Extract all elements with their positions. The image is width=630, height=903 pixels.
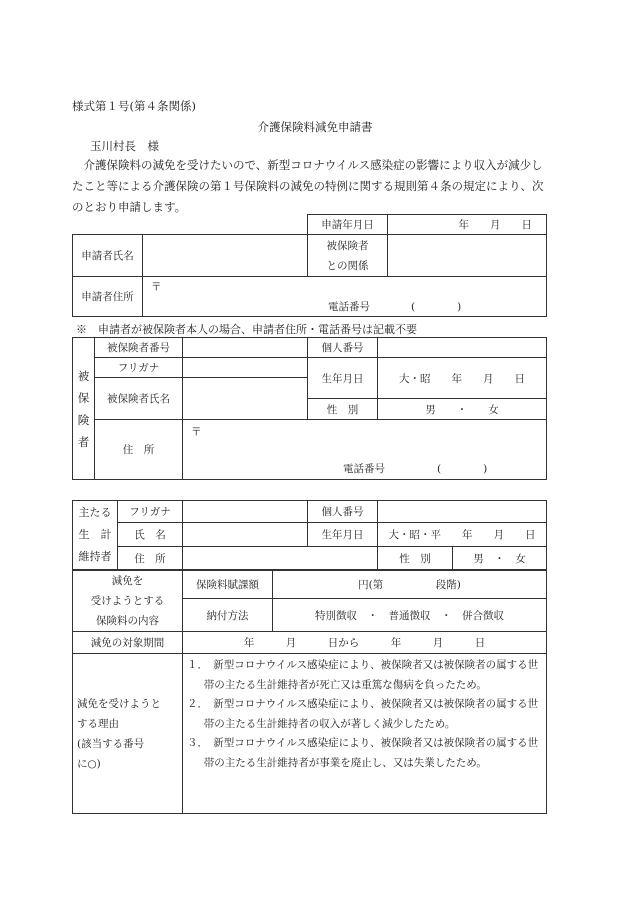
applicant-table — [72, 214, 547, 317]
supporter-birth-label: 生年月日 — [308, 523, 378, 547]
supporter-name-field[interactable] — [183, 523, 308, 547]
applicant-phone-label: 電話番号 — [328, 301, 370, 313]
period-field[interactable]: 年 月 日から 年 月 日 — [183, 632, 547, 654]
applicant-phone-field[interactable]: ( ) — [411, 301, 462, 313]
insured-individual-number-field[interactable] — [378, 338, 547, 358]
form-title: 介護保険料減免申請書 — [257, 120, 373, 134]
insured-phone-field[interactable]: ( ) — [437, 463, 488, 475]
reason-item[interactable]: １． 新型コロナウイルス感染症により、被保険者又は被保険者の属する世帯の主たる生計維持者が死亡又は重篤な傷病を負ったため。 — [187, 659, 539, 691]
insured-gender-label: 性 別 — [308, 399, 378, 420]
supporter-birth-field[interactable]: 大・昭・平 年 月 日 — [378, 523, 547, 547]
supporter-table — [72, 500, 547, 570]
insured-address-label: 住 所 — [95, 420, 183, 480]
supporter-individual-number-label: 個人番号 — [308, 501, 378, 523]
insured-name-field[interactable] — [183, 378, 308, 420]
insured-address-field[interactable] — [183, 420, 547, 480]
supporter-gender-label: 性 別 — [378, 547, 453, 570]
supporter-furigana-field[interactable] — [183, 501, 308, 523]
insured-individual-number-label: 個人番号 — [308, 338, 378, 358]
supporter-name-label: 氏 名 — [118, 523, 183, 547]
applicant-name-field[interactable] — [143, 235, 308, 277]
insured-furigana-field[interactable] — [183, 358, 308, 378]
addressee: 玉川村長 様 — [90, 139, 159, 153]
exemption-content-label: 減免を 受けようとする 保険料の内容 — [73, 571, 183, 632]
intro-text: 介護保険料の減免を受けたいので、新型コロナウイルス感染症の影響により収入が減少したこと等による介護保険の第１号保険料の減免の特例に関する規則第４条の規定により、次のとおり申請します。 — [72, 158, 544, 214]
payment-method-field[interactable]: 特別徴収 ・ 普通徴収 ・ 併合徴収 — [273, 599, 547, 632]
insured-birth-field[interactable]: 大・昭 年 月 日 — [378, 358, 547, 399]
insured-number-field[interactable] — [183, 338, 308, 358]
period-label: 減免の対象期間 — [73, 632, 183, 654]
insured-gender-field[interactable]: 男 ・ 女 — [378, 399, 547, 420]
supporter-address-field[interactable] — [183, 547, 378, 570]
relation-field[interactable] — [388, 235, 547, 277]
postal-mark: 〒 — [151, 281, 162, 293]
reason-item[interactable]: ２． 新型コロナウイルス感染症により、被保険者又は被保険者の属する世帯の主たる生計維持者の収入が著しく減少したため。 — [187, 698, 539, 730]
insured-phone-label: 電話番号 — [343, 463, 385, 475]
assessment-label: 保険料賦課額 — [183, 571, 273, 599]
relation-label: 被保険者 との関係 — [308, 235, 388, 277]
insured-name-label: 被保険者氏名 — [95, 378, 183, 420]
reason-list — [183, 654, 547, 814]
supporter-individual-number-field[interactable] — [378, 501, 547, 523]
applicant-note: ※ 申請者が被保険者本人の場合、申請者住所・電話番号は記載不要 — [76, 323, 417, 336]
form-number: 様式第１号(第４条関係) — [72, 99, 196, 113]
reason-item[interactable]: ３． 新型コロナウイルス感染症により、被保険者又は被保険者の属する世帯の主たる生計維持者が事業を廃止し、又は失業したため。 — [187, 737, 539, 769]
applicant-address-field[interactable] — [143, 277, 547, 317]
supporter-group-label: 主たる 生 計 維持者 — [73, 501, 118, 570]
insured-birth-label: 生年月日 — [308, 358, 378, 399]
supporter-furigana-label: フリガナ — [118, 501, 183, 523]
supporter-gender-field[interactable]: 男 ・ 女 — [453, 547, 547, 570]
exemption-table — [72, 570, 547, 814]
assessment-field[interactable]: 円(第 段階) — [273, 571, 547, 599]
reason-label: 減免を受けようと する理由 (該当する番号 に○) — [73, 654, 183, 814]
applicant-name-label: 申請者氏名 — [73, 235, 143, 277]
insured-table — [72, 337, 547, 480]
insured-furigana-label: フリガナ — [95, 358, 183, 378]
insured-number-label: 被保険者番号 — [95, 338, 183, 358]
application-date-label: 申請年月日 — [308, 215, 388, 235]
supporter-address-label: 住 所 — [118, 547, 183, 570]
applicant-address-label: 申請者住所 — [73, 277, 143, 317]
insured-postal-mark: 〒 — [191, 426, 202, 438]
application-date-field[interactable]: 年 月 日 — [388, 215, 547, 235]
insured-group-label: 被 保 険 者 — [73, 338, 95, 480]
payment-method-label: 納付方法 — [183, 599, 273, 632]
